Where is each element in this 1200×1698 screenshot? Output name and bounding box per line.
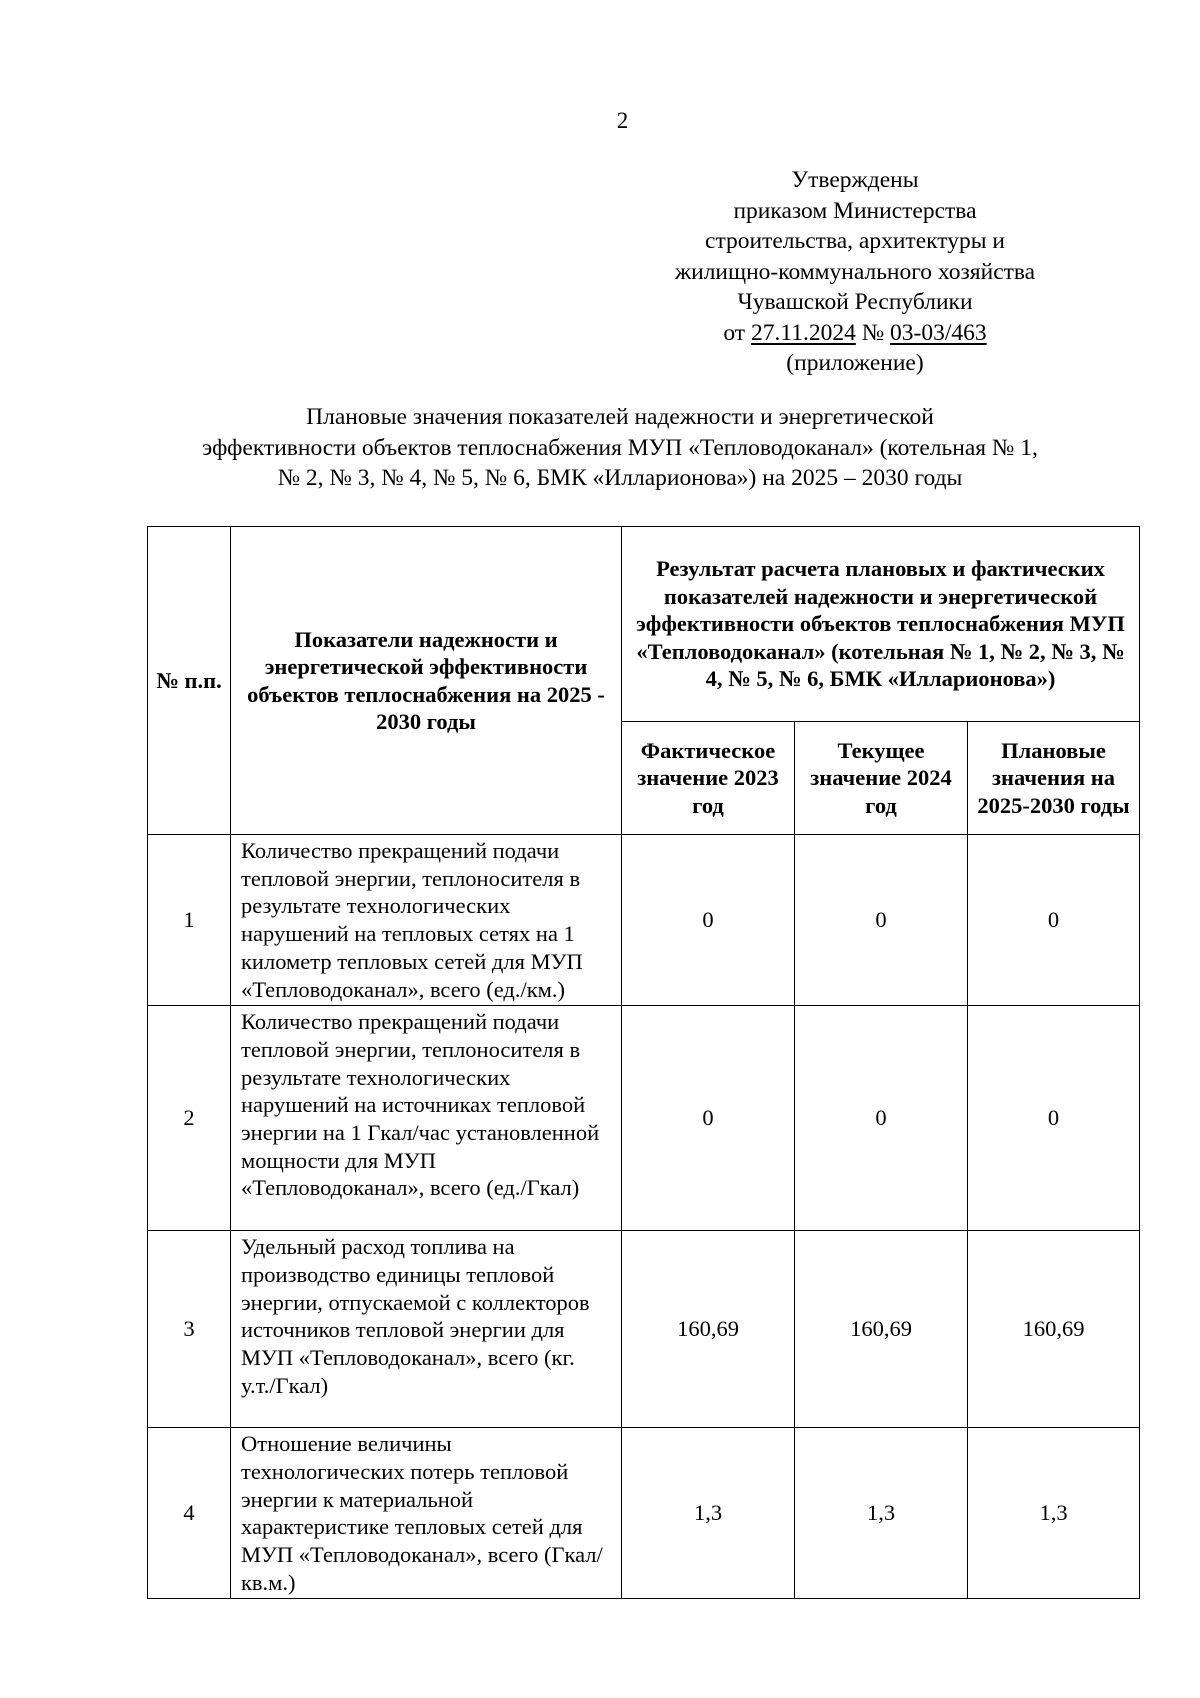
fact-value: 0 <box>622 1006 795 1231</box>
approval-line: приказом Министерства <box>733 197 977 224</box>
row-number: 3 <box>148 1231 231 1428</box>
fact-value: 160,69 <box>622 1231 795 1428</box>
current-value: 160,69 <box>795 1231 968 1428</box>
date-prefix: от <box>723 319 746 346</box>
plan-value: 160,69 <box>968 1231 1140 1428</box>
title-line: Плановые значения показателей надежности и энергетической <box>306 404 934 430</box>
approval-date-line <box>610 318 1100 349</box>
header-fact: Фактическое значение 2023 год <box>622 722 795 835</box>
title-line: эффективности объектов теплоснабжения МУП «Тепловодоканал» (котельная № 1, <box>202 434 1038 461</box>
table-row <box>148 835 1140 1006</box>
header-current: Текущее значение 2024 год <box>795 722 968 835</box>
row-number: 2 <box>148 1006 231 1231</box>
order-date: 27.11.2024 <box>750 319 856 346</box>
table-row <box>148 1006 1140 1231</box>
fact-value: 1,3 <box>622 1428 795 1599</box>
indicator-text: Количество прекращений подачи тепловой энергии, теплоносителя в результате технологических нарушений на источниках тепловой энергии на 1 Гкал/час установленной мощности для МУП «Тепловодоканал», всего (ед./Гкал) <box>231 1006 622 1231</box>
title-line: № 2, № 3, № 4, № 5, № 6, БМК «Илларионова») на 2025 – 2030 годы <box>277 465 963 491</box>
header-row <box>148 527 1140 722</box>
current-value: 1,3 <box>795 1428 968 1599</box>
page-number: 2 <box>616 108 629 133</box>
current-value: 0 <box>795 835 968 1006</box>
indicator-text: Отношение величины технологических потерь тепловой энергии к материальной характеристике тепловых сетей для МУП «Тепловодоканал», всего (Гкал/кв.м.) <box>231 1428 622 1599</box>
indicator-text: Количество прекращений подачи тепловой энергии, теплоносителя в результате технологических нарушений на тепловых сетях на 1 километр тепловых сетей для МУП «Тепловодоканал», всего (ед./км.) <box>231 835 622 1006</box>
current-value: 0 <box>795 1006 968 1231</box>
approval-line: жилищно-коммунального хозяйства <box>674 258 1036 285</box>
plan-value: 0 <box>968 835 1140 1006</box>
approval-line: строительства, архитектуры и <box>705 228 1005 254</box>
indicators-table <box>147 526 1140 1599</box>
table-row <box>148 1231 1140 1428</box>
order-number: 03-03/463 <box>890 319 987 346</box>
approval-line: Чувашской Республики <box>737 289 973 315</box>
approval-block <box>610 165 1100 379</box>
row-number: 4 <box>148 1428 231 1599</box>
indicator-text: Удельный расход топлива на производство единицы тепловой энергии, отпускаемой с коллекторов источников тепловой энергии для МУП «Тепловодоканал», всего (кг. у.т./Гкал) <box>231 1231 622 1428</box>
plan-value: 1,3 <box>968 1428 1140 1599</box>
approval-line: (приложение) <box>786 350 924 376</box>
row-number: 1 <box>148 835 231 1006</box>
header-indicator: Показатели надежности и энергетической эффективности объектов теплоснабжения на 2025 - 2030 годы <box>231 527 622 835</box>
number-prefix: № <box>861 319 885 346</box>
header-result: Результат расчета плановых и фактических показателей надежности и энергетической эффективности объектов теплоснабжения МУП «Тепловодоканал» (котельная № 1, № 2, № 3, № 4, № 5, № 6, БМК «Илларионова») <box>622 527 1140 722</box>
approval-line: Утверждены <box>791 167 919 193</box>
plan-value: 0 <box>968 1006 1140 1231</box>
fact-value: 0 <box>622 835 795 1006</box>
header-num: № п.п. <box>148 527 231 835</box>
document-title <box>140 402 1100 494</box>
header-plan: Плановые значения на 2025-2030 годы <box>968 722 1140 835</box>
table-row <box>148 1428 1140 1599</box>
